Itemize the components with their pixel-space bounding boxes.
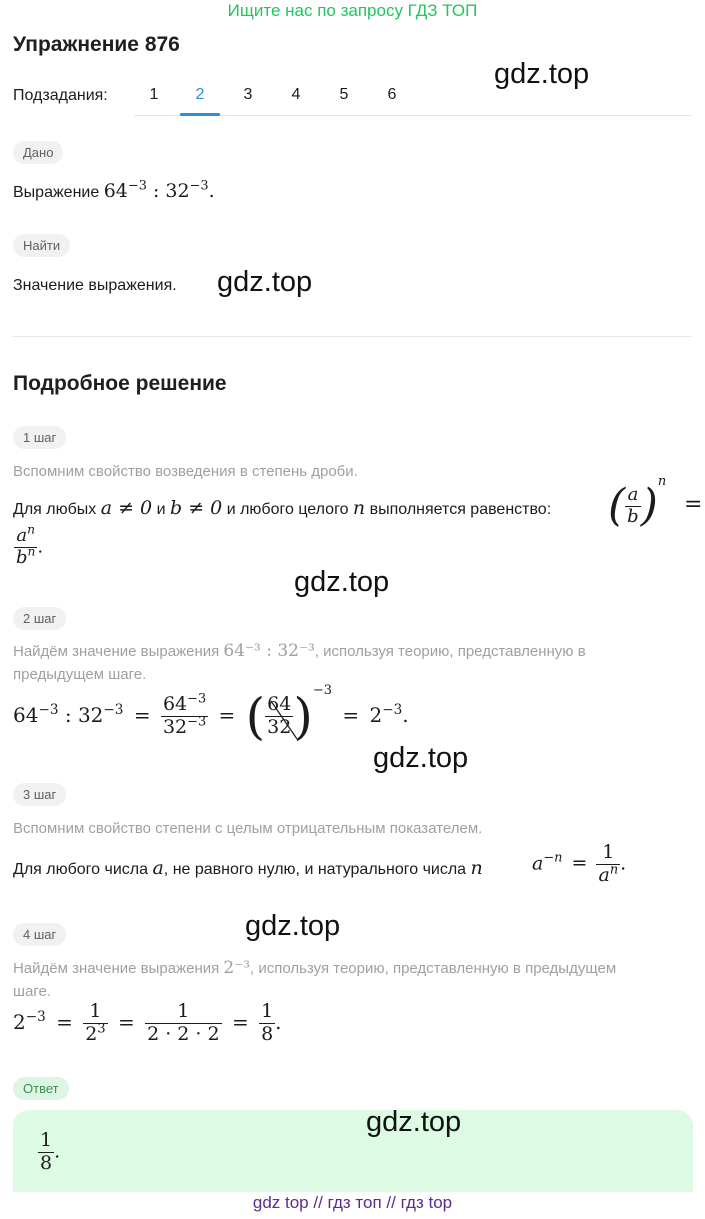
- section-divider: [13, 336, 692, 337]
- step-hint: Вспомним свойство степени с целым отрицательным показателем.: [13, 820, 483, 837]
- step-hint: Найдём значение выражения 2⁻³, используя теорию, представленную в предыдущем шаге.: [13, 958, 617, 1000]
- footer-link[interactable]: гдз top: [400, 1193, 453, 1212]
- watermark: gdz.top: [366, 1106, 462, 1138]
- given-statement: Выражение $64^{-3}$ : $32^{-3}$.: [13, 178, 215, 202]
- step-badge: 1 шаг: [13, 426, 66, 449]
- tab-subtask-6[interactable]: 6: [387, 86, 397, 103]
- find-badge: Найти: [13, 234, 70, 257]
- step-badge: 2 шаг: [13, 607, 66, 630]
- footer-link[interactable]: гдз топ: [327, 1193, 382, 1212]
- step-hint: Найдём значение выражения 64⁻³ : 32⁻³, используя теорию, представленную в предыдущем шаге.: [13, 641, 586, 683]
- subtasks-label: Подзадания:: [13, 87, 108, 104]
- tab-subtask-2[interactable]: 2: [195, 86, 205, 103]
- top-banner: Ищите нас по запросу ГДЗ ТОП: [227, 1, 478, 20]
- answer-value: $\frac{1}{8}$ .: [40, 1129, 61, 1174]
- step-hint: Вспомним свойство возведения в степень дроби.: [13, 463, 358, 480]
- step-2-formula: $64^{-3}$ : $32^{-3}$ = $\frac{64^{-3}}{32^{-3}}$ = ( $\frac{64}{32}$ )$^{-3} = 2^{-3}$.: [13, 683, 409, 746]
- footer-link[interactable]: gdz top: [252, 1193, 309, 1212]
- strike-icon: [267, 697, 301, 743]
- watermark: gdz.top: [245, 910, 341, 942]
- watermark: gdz.top: [373, 742, 469, 774]
- answer-box: [13, 1110, 693, 1192]
- watermark: gdz.top: [494, 58, 590, 90]
- step-3-statement: Для любого числа a, не равного нулю, и натурального числа n: [13, 857, 483, 879]
- step-badge: 4 шаг: [13, 923, 66, 946]
- tab-subtask-1[interactable]: 1: [149, 86, 159, 103]
- find-statement: Значение выражения.: [13, 277, 177, 294]
- step-1-formula: ( $\frac{a}{b}$ )$^n$ =: [608, 474, 703, 531]
- step-3-formula: $a^{-n}$ = $\frac{1}{a^n}$ .: [532, 841, 627, 886]
- footer-links: gdz top // гдз топ // гдз top: [252, 1193, 453, 1212]
- given-badge: Дано: [13, 141, 63, 164]
- tab-subtask-4[interactable]: 4: [291, 86, 301, 103]
- tab-subtask-5[interactable]: 5: [339, 86, 349, 103]
- solution-title: Подробное решение: [13, 372, 227, 395]
- answer-badge: Ответ: [13, 1077, 69, 1100]
- watermark: gdz.top: [294, 566, 390, 598]
- step-1-statement: Для любых a ≠ 0 и b ≠ 0 и любого целого n выполняется равенство:: [13, 497, 552, 519]
- watermark: gdz.top: [217, 266, 313, 298]
- step-badge: 3 шаг: [13, 783, 66, 806]
- step-4-formula: $2^{-3}$ = $\frac{1}{2^3}$ = $\frac{1}{2 \cdot 2 \cdot 2}$ = $\frac{1}{8}$ .: [13, 1000, 282, 1045]
- active-tab-indicator: [180, 113, 220, 116]
- page-title: Упражнение 876: [13, 33, 180, 56]
- tab-subtask-3[interactable]: 3: [243, 86, 253, 103]
- step-1-formula-rhs: $\frac{a^n}{b^n}$ .: [16, 522, 44, 568]
